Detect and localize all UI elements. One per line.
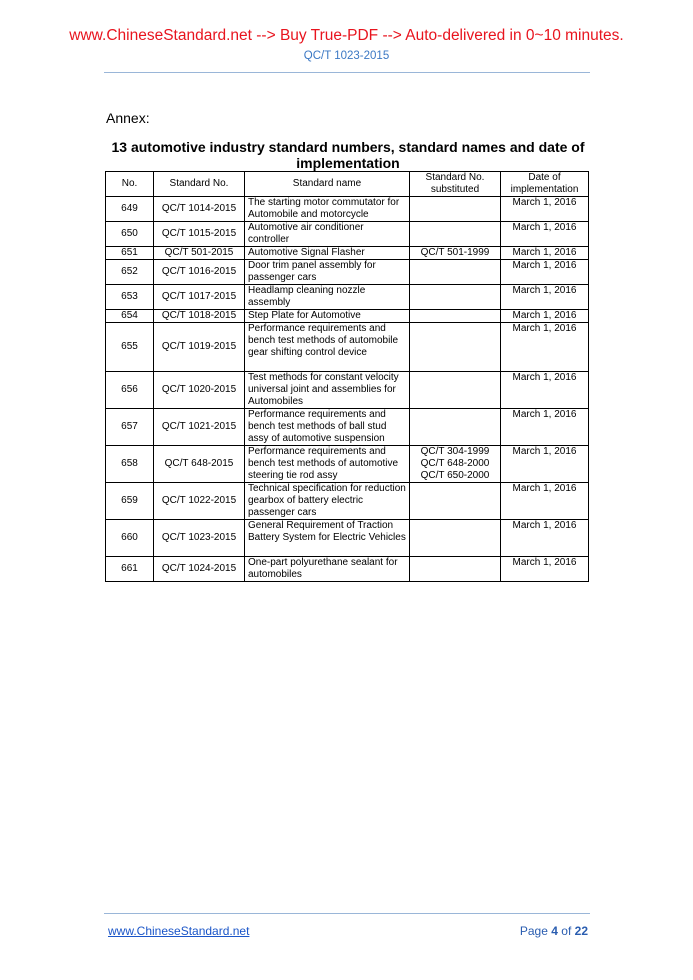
row-standard-no: QC/T 1014-2015 bbox=[154, 197, 245, 222]
row-standard-name: One-part polyurethane sealant for automobiles bbox=[245, 557, 410, 582]
row-standard-no: QC/T 1017-2015 bbox=[154, 285, 245, 310]
table-row bbox=[106, 247, 589, 260]
row-standard-name: Step Plate for Automotive bbox=[245, 310, 410, 323]
row-no: 660 bbox=[106, 520, 154, 557]
annex-label: Annex: bbox=[106, 110, 150, 126]
row-standard-no: QC/T 1019-2015 bbox=[154, 323, 245, 372]
row-substituted bbox=[410, 285, 501, 310]
page-of: of bbox=[561, 924, 572, 938]
row-standard-name: Automotive air conditioner controller bbox=[245, 222, 410, 247]
header-divider bbox=[104, 72, 590, 73]
row-standard-no: QC/T 1020-2015 bbox=[154, 372, 245, 409]
row-standard-no: QC/T 1016-2015 bbox=[154, 260, 245, 285]
row-date: March 1, 2016 bbox=[501, 310, 589, 323]
page-current: 4 bbox=[551, 924, 558, 938]
row-no: 651 bbox=[106, 247, 154, 260]
row-no: 657 bbox=[106, 409, 154, 446]
row-no: 649 bbox=[106, 197, 154, 222]
row-substituted bbox=[410, 310, 501, 323]
row-date: March 1, 2016 bbox=[501, 557, 589, 582]
row-standard-no: QC/T 1024-2015 bbox=[154, 557, 245, 582]
row-standard-name: The starting motor commutator for Automobile and motorcycle bbox=[245, 197, 410, 222]
row-date: March 1, 2016 bbox=[501, 372, 589, 409]
row-standard-name: Technical specification for reduction gearbox of battery electric passenger cars bbox=[245, 483, 410, 520]
row-standard-no: QC/T 1018-2015 bbox=[154, 310, 245, 323]
row-date: March 1, 2016 bbox=[501, 247, 589, 260]
table-row bbox=[106, 409, 589, 446]
row-substituted bbox=[410, 557, 501, 582]
row-substituted bbox=[410, 323, 501, 372]
row-date: March 1, 2016 bbox=[501, 409, 589, 446]
footer-divider bbox=[104, 913, 590, 914]
row-substituted bbox=[410, 372, 501, 409]
col-header-no: No. bbox=[106, 172, 154, 197]
row-standard-name: Performance requirements and bench test methods of automotive steering tie rod assy bbox=[245, 446, 410, 483]
row-standard-no: QC/T 1015-2015 bbox=[154, 222, 245, 247]
table-row bbox=[106, 483, 589, 520]
row-no: 655 bbox=[106, 323, 154, 372]
row-substituted bbox=[410, 409, 501, 446]
promo-banner[interactable]: www.ChineseStandard.net --> Buy True-PDF --> Auto-delivered in 0~10 minutes. bbox=[69, 27, 624, 44]
col-header-standard-name: Standard name bbox=[245, 172, 410, 197]
table-row bbox=[106, 310, 589, 323]
row-standard-no: QC/T 1021-2015 bbox=[154, 409, 245, 446]
row-substituted: QC/T 304-1999 QC/T 648-2000 QC/T 650-2000 bbox=[410, 446, 501, 483]
row-standard-no: QC/T 648-2015 bbox=[154, 446, 245, 483]
table-row bbox=[106, 285, 589, 310]
row-substituted bbox=[410, 520, 501, 557]
page-prefix: Page bbox=[519, 924, 548, 938]
row-date: March 1, 2016 bbox=[501, 260, 589, 285]
row-no: 653 bbox=[106, 285, 154, 310]
page-indicator bbox=[520, 924, 588, 938]
row-standard-name: General Requirement of Traction Battery System for Electric Vehicles bbox=[245, 520, 410, 557]
row-standard-name: Performance requirements and bench test methods of ball stud assy of automotive suspension bbox=[245, 409, 410, 446]
row-substituted bbox=[410, 222, 501, 247]
row-no: 658 bbox=[106, 446, 154, 483]
row-date: March 1, 2016 bbox=[501, 520, 589, 557]
row-no: 656 bbox=[106, 372, 154, 409]
row-date: March 1, 2016 bbox=[501, 446, 589, 483]
row-standard-name: Headlamp cleaning nozzle assembly bbox=[245, 285, 410, 310]
row-date: March 1, 2016 bbox=[501, 323, 589, 372]
table-header-row bbox=[106, 172, 589, 197]
row-standard-no: QC/T 1023-2015 bbox=[154, 520, 245, 557]
row-no: 652 bbox=[106, 260, 154, 285]
row-standard-name: Automotive Signal Flasher bbox=[245, 247, 410, 260]
col-header-substituted: Standard No. substituted bbox=[410, 172, 501, 197]
row-date: March 1, 2016 bbox=[501, 483, 589, 520]
table-row bbox=[106, 260, 589, 285]
table-row bbox=[106, 446, 589, 483]
table-row bbox=[106, 557, 589, 582]
row-standard-no: QC/T 1022-2015 bbox=[154, 483, 245, 520]
row-substituted bbox=[410, 197, 501, 222]
header-doc-code: QC/T 1023-2015 bbox=[303, 50, 390, 62]
row-date: March 1, 2016 bbox=[501, 222, 589, 247]
col-header-standard-no: Standard No. bbox=[154, 172, 245, 197]
row-substituted bbox=[410, 260, 501, 285]
row-substituted: QC/T 501-1999 bbox=[410, 247, 501, 260]
table-row bbox=[106, 222, 589, 247]
row-no: 661 bbox=[106, 557, 154, 582]
row-no: 650 bbox=[106, 222, 154, 247]
table-row bbox=[106, 372, 589, 409]
row-date: March 1, 2016 bbox=[501, 285, 589, 310]
row-no: 654 bbox=[106, 310, 154, 323]
row-date: March 1, 2016 bbox=[501, 197, 589, 222]
footer-link[interactable]: www.ChineseStandard.net bbox=[108, 924, 250, 938]
table-row bbox=[106, 197, 589, 222]
row-no: 659 bbox=[106, 483, 154, 520]
table-title: 13 automotive industry standard numbers, standard names and date of implementation bbox=[111, 139, 585, 171]
row-standard-name: Door trim panel assembly for passenger cars bbox=[245, 260, 410, 285]
page-total: 22 bbox=[574, 924, 588, 938]
table-row bbox=[106, 520, 589, 557]
table-row bbox=[106, 323, 589, 372]
col-header-date: Date of implementation bbox=[501, 172, 589, 197]
row-standard-no: QC/T 501-2015 bbox=[154, 247, 245, 260]
row-standard-name: Performance requirements and bench test methods of automobile gear shifting control device bbox=[245, 323, 410, 372]
row-standard-name: Test methods for constant velocity universal joint and assemblies for Automobiles bbox=[245, 372, 410, 409]
standards-table bbox=[105, 171, 589, 582]
row-substituted bbox=[410, 483, 501, 520]
